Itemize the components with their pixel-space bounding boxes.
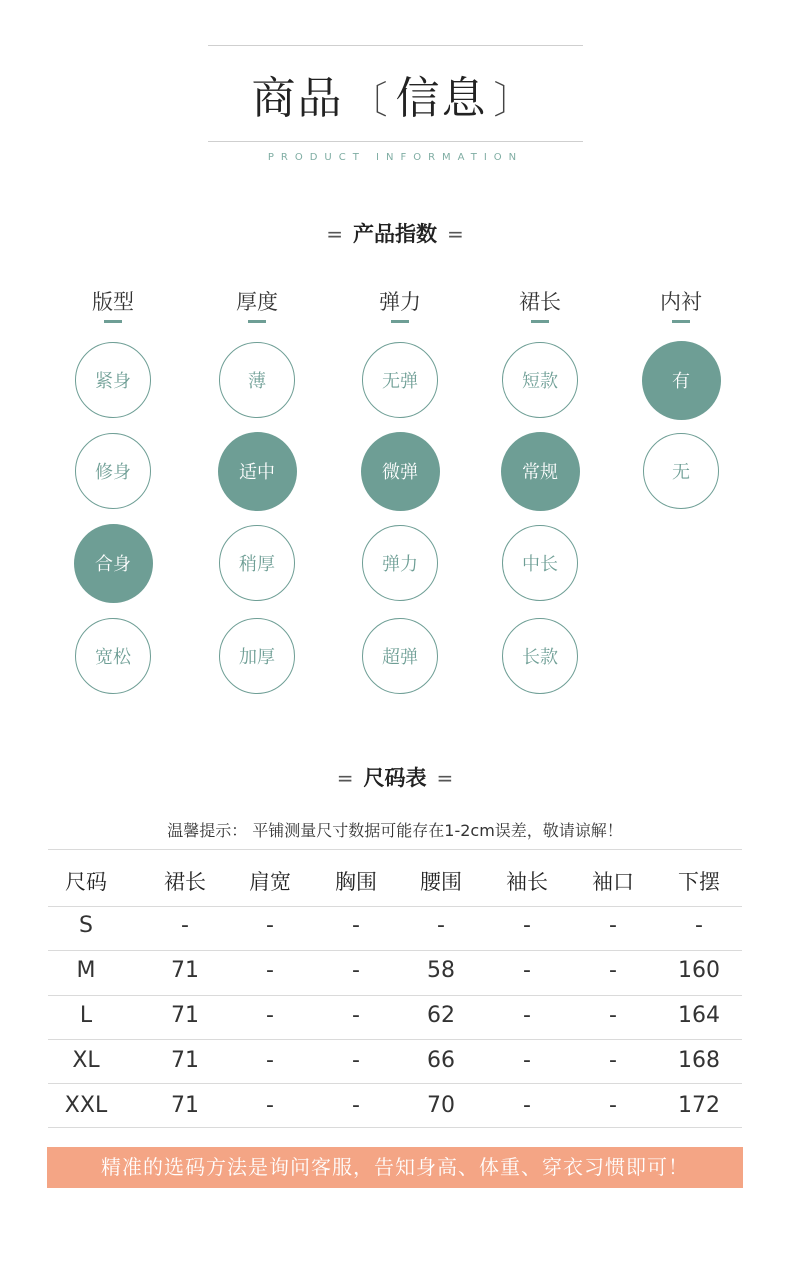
table-cell: -	[523, 913, 531, 938]
table-rule	[48, 1083, 742, 1084]
table-cell: -	[266, 913, 274, 938]
size-label-cell: S	[79, 913, 93, 938]
table-cell: 71	[171, 958, 199, 983]
table-cell: 168	[678, 1048, 720, 1073]
title-right: 信息	[395, 73, 488, 124]
table-header-cell: 胸围	[335, 870, 377, 894]
table-header-cell: 尺码	[65, 870, 107, 894]
header-top-line	[208, 45, 583, 46]
header-bottom-line	[208, 141, 583, 142]
index-option-selected: 微弹	[361, 432, 440, 511]
table-cell: -	[609, 1093, 617, 1118]
table-cell: 66	[427, 1048, 455, 1073]
heading-underline	[391, 320, 409, 323]
table-rule	[48, 849, 742, 850]
index-option: 修身	[75, 433, 151, 509]
index-option-selected: 有	[642, 341, 721, 420]
table-cell: -	[437, 913, 445, 938]
index-option-selected: 常规	[501, 432, 580, 511]
table-cell: 71	[171, 1093, 199, 1118]
table-rule	[48, 995, 742, 996]
table-cell: -	[523, 1003, 531, 1028]
measurement-tip: 温馨提示： 平铺测量尺寸数据可能存在1-2cm误差，敬请谅解！	[167, 821, 623, 840]
table-header-cell: 下摆	[678, 870, 720, 894]
size-title-text: 尺码表	[363, 766, 427, 790]
table-header-cell: 腰围	[420, 870, 462, 894]
table-cell: -	[609, 913, 617, 938]
index-option-selected: 适中	[218, 432, 297, 511]
table-rule	[48, 906, 742, 907]
eq-left: =	[326, 222, 343, 246]
table-rule	[48, 950, 742, 951]
index-option: 长款	[502, 618, 578, 694]
table-cell: -	[609, 958, 617, 983]
table-cell: -	[181, 913, 189, 938]
index-column-heading: 厚度	[236, 290, 278, 314]
size-advice-banner: 精准的选码方法是询问客服，告知身高、体重、穿衣习惯即可！	[47, 1147, 743, 1188]
table-header-cell: 袖长	[506, 870, 548, 894]
index-column-heading: 裙长	[519, 290, 561, 314]
index-option: 无弹	[362, 342, 438, 418]
table-cell: 164	[678, 1003, 720, 1028]
table-cell: 160	[678, 958, 720, 983]
heading-underline	[672, 320, 690, 323]
index-option: 紧身	[75, 342, 151, 418]
table-cell: -	[695, 913, 703, 938]
index-option: 无	[643, 433, 719, 509]
heading-underline	[248, 320, 266, 323]
table-cell: -	[523, 1093, 531, 1118]
table-cell: -	[266, 1093, 274, 1118]
index-column-heading: 版型	[92, 290, 134, 314]
table-cell: -	[266, 958, 274, 983]
table-cell: -	[352, 913, 360, 938]
index-title-text: 产品指数	[353, 222, 437, 246]
table-cell: -	[352, 1048, 360, 1073]
bracket-open: 〔	[349, 78, 390, 122]
index-option: 短款	[502, 342, 578, 418]
table-header-cell: 袖口	[592, 870, 634, 894]
table-cell: -	[352, 1093, 360, 1118]
table-cell: -	[609, 1048, 617, 1073]
eq-right: =	[436, 766, 454, 790]
table-rule	[48, 1127, 742, 1128]
size-section-title	[0, 762, 790, 792]
index-section-title	[0, 218, 790, 248]
size-label-cell: XL	[72, 1048, 100, 1073]
table-header-cell: 裙长	[164, 870, 206, 894]
table-cell: -	[523, 1048, 531, 1073]
table-cell: 172	[678, 1093, 720, 1118]
table-cell: 71	[171, 1048, 199, 1073]
table-header-cell: 肩宽	[249, 870, 291, 894]
table-cell: -	[352, 958, 360, 983]
title-left: 商品	[251, 73, 344, 124]
table-cell: 70	[427, 1093, 455, 1118]
heading-underline	[104, 320, 122, 323]
table-cell: 62	[427, 1003, 455, 1028]
eq-right: =	[447, 222, 464, 246]
eq-left: =	[336, 766, 354, 790]
bracket-close: 〕	[493, 78, 534, 122]
size-label-cell: XXL	[64, 1093, 108, 1118]
index-option: 加厚	[219, 618, 295, 694]
size-label-cell: L	[79, 1003, 93, 1028]
table-cell: 58	[427, 958, 455, 983]
table-cell: -	[352, 1003, 360, 1028]
index-option: 薄	[219, 342, 295, 418]
size-label-cell: M	[76, 958, 96, 983]
table-cell: -	[266, 1003, 274, 1028]
index-column-heading: 内衬	[660, 290, 702, 314]
table-cell: -	[266, 1048, 274, 1073]
index-option: 弹力	[362, 525, 438, 601]
index-option-selected: 合身	[74, 524, 153, 603]
index-option: 宽松	[75, 618, 151, 694]
index-option: 中长	[502, 525, 578, 601]
index-column-heading: 弹力	[379, 290, 421, 314]
table-cell: 71	[171, 1003, 199, 1028]
page-title	[208, 62, 583, 126]
heading-underline	[531, 320, 549, 323]
index-option: 稍厚	[219, 525, 295, 601]
table-cell: -	[523, 958, 531, 983]
page-subtitle: PRODUCT INFORMATION	[267, 152, 524, 163]
index-option: 超弹	[362, 618, 438, 694]
table-rule	[48, 1039, 742, 1040]
table-cell: -	[609, 1003, 617, 1028]
